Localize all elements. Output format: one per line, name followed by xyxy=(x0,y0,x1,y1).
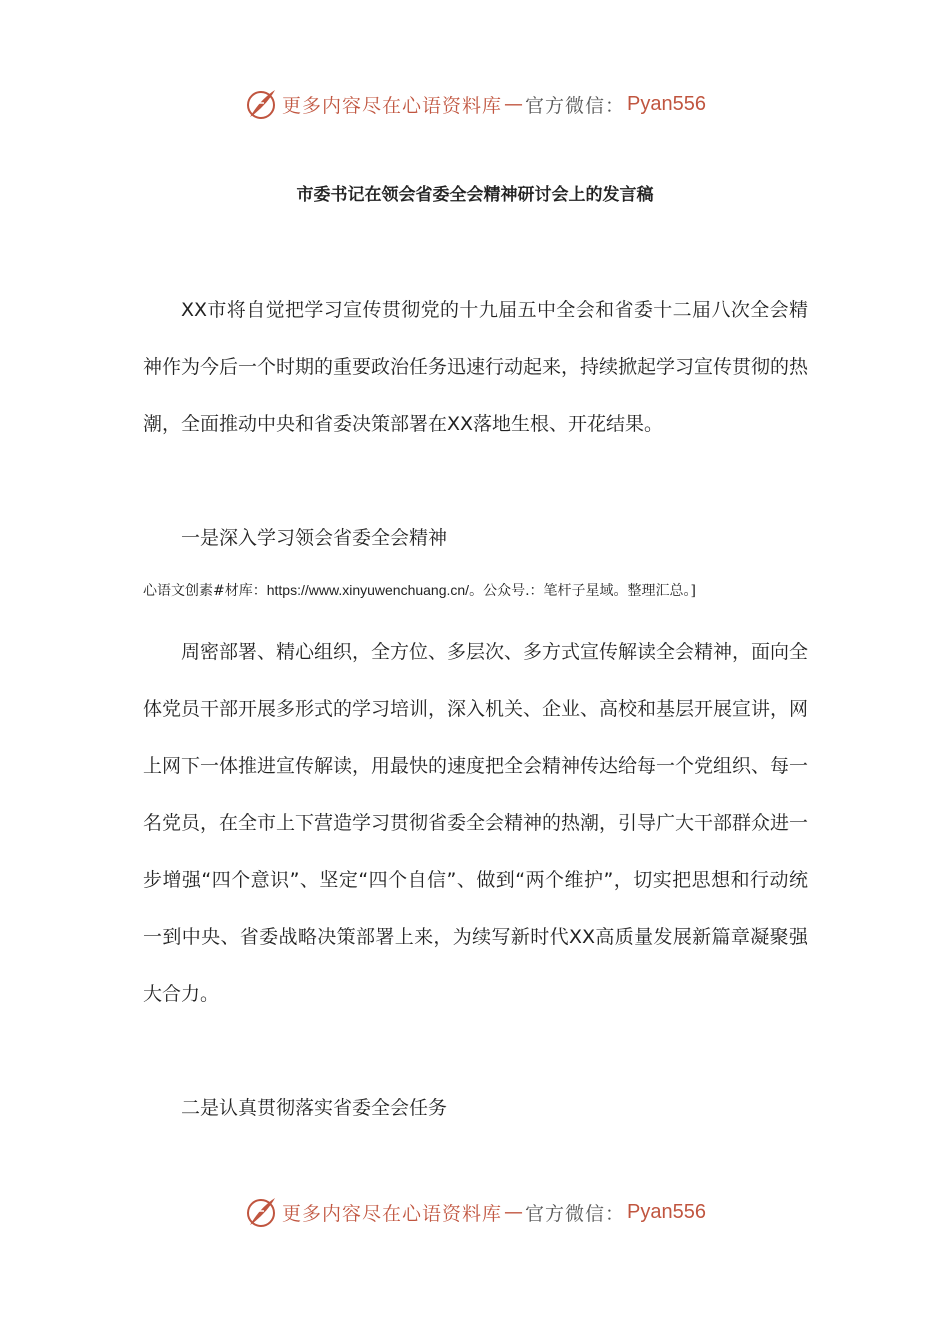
source-note-url: https://www.xinyuwenchuang.cn/ xyxy=(266,582,470,598)
banner-wechat-label: 官方微信： xyxy=(525,1202,626,1225)
banner-text: 更多内容尽在心语资料库 xyxy=(282,94,503,117)
paragraph-section-1: 周密部署、精心组织，全方位、多层次、多方式宣传解读全会精神，面向全体党员干部开展多形式的学习培训，深入机关、企业、高校和基层开展宣讲，网上网下一体推进宣传解读，用最快的速度把全会精神传达给每一个党组织、每一名党员，在全市上下营造学习贯彻省委全会精神的热潮，引导广大干部群众进一步增强“四个意识”、坚定“四个自信”、做到“两个维护”，切实把思想和行动统一到中央、省委战略决策部署上来，为续写新时代XX高质量发展新篇章凝聚强大合力。 xyxy=(143,641,809,1005)
paragraph-intro: XX市将自觉把学习宣传贯彻党的十九届五中全会和省委十二届八次全会精神作为今后一个时期的重要政治任务迅速行动起来，持续掀起学习宣传贯彻的热潮，全面推动中央和省委决策部署在XX落地生根、开花结果。 xyxy=(143,299,809,435)
source-note xyxy=(143,580,823,600)
source-note-suffix: 。公众号.：笔杆子星域。整理汇总。] xyxy=(469,583,696,599)
document-title: 市委书记在领会省委全会精神研讨会上的发言稿 xyxy=(296,185,654,205)
footer-banner xyxy=(0,1192,950,1232)
banner-wechat-id: Pyan556 xyxy=(627,1200,706,1223)
quill-logo-icon xyxy=(244,87,278,121)
banner-text: 更多内容尽在心语资料库 xyxy=(282,1202,503,1225)
banner-dash: — xyxy=(504,93,524,115)
quill-logo-icon xyxy=(244,1195,278,1229)
banner-dash: — xyxy=(504,1201,524,1223)
section-heading-1: 一是深入学习领会省委全会精神 xyxy=(181,527,448,549)
header-banner xyxy=(0,84,950,124)
banner-wechat-label: 官方微信： xyxy=(525,94,626,117)
source-note-prefix: 心语文创素#材库： xyxy=(143,583,267,599)
banner-wechat-id: Pyan556 xyxy=(627,92,706,115)
section-heading-2: 二是认真贯彻落实省委全会任务 xyxy=(181,1097,448,1119)
